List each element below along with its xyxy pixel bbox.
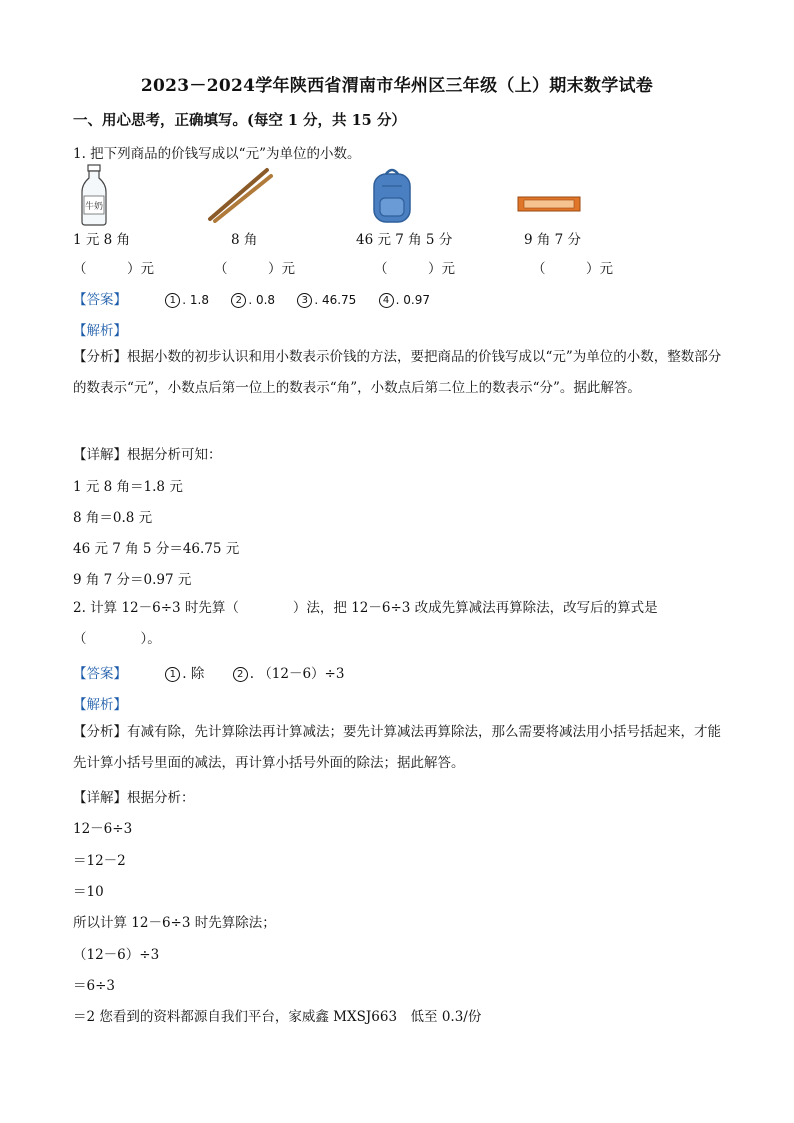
analysis-tag: 【解析】 — [73, 697, 127, 713]
product-price-3: 46 元 7 角 5 分 — [356, 232, 453, 248]
question-2-stem: 2. 计算 12－6÷3 时先算（ ）法，把 12－6÷3 改成先算减法再算除法，改写后的算式是（ ）。 — [73, 600, 658, 647]
answer-item: 1 . 除 — [165, 662, 204, 682]
answer-blank-3[interactable]: （ ）元 — [374, 261, 455, 277]
product-price-1: 1 元 8 角 — [73, 232, 131, 248]
detail-label: 【详解】 — [73, 790, 127, 806]
answer-blank-4[interactable]: （ ）元 — [532, 261, 613, 277]
solution-line: ＝6÷3 — [73, 978, 115, 994]
milk-label: 牛奶 — [84, 202, 104, 212]
solution-line: （12－6）÷3 — [73, 947, 160, 963]
answer-blank-1[interactable]: （ ）元 — [73, 261, 154, 277]
answer-item: 2 . （12－6）÷3 — [233, 662, 345, 682]
product-price-4: 9 角 7 分 — [524, 232, 582, 248]
milk-bottle-icon — [78, 164, 110, 226]
solution-line: 46 元 7 角 5 分＝46.75 元 — [73, 541, 240, 557]
analysis-label: 【分析】 — [73, 724, 127, 740]
solution-line: 8 角＝0.8 元 — [73, 510, 153, 526]
page-title: 2023－2024学年陕西省渭南市华州区三年级（上）期末数学试卷 — [140, 76, 654, 96]
solution-line: 9 角 7 分＝0.97 元 — [73, 572, 192, 588]
question-1-stem: 1. 把下列商品的价钱写成以“元”为单位的小数。 — [73, 146, 361, 162]
analysis-text: 根据小数的初步认识和用小数表示价钱的方法，要把商品的价钱写成以“元”为单位的小数，整数部分的数表示“元”，小数点后第一位上的数表示“角”，小数点后第二位上的数表示“分”。据此解答。 — [73, 349, 722, 396]
answer-tag: 【答案】 — [73, 666, 127, 682]
answer-item: 1 . 1.8 — [165, 292, 209, 308]
answer-item: 2 . 0.8 — [231, 292, 275, 308]
answer-blank-2[interactable]: （ ）元 — [214, 261, 295, 277]
solution-line: ＝10 — [73, 884, 104, 900]
analysis-paragraph — [73, 342, 723, 404]
detail-line: 【详解】根据分析： — [73, 790, 195, 806]
backpack-icon — [368, 166, 416, 226]
chopsticks-icon — [205, 167, 273, 223]
analysis-label: 【分析】 — [73, 349, 127, 365]
solution-line: ＝2 您看到的资料都源自我们平台，家威鑫 MXSJ663 低至 0.3/份 — [73, 1009, 482, 1025]
solution-line: 1 元 8 角＝1.8 元 — [73, 479, 183, 495]
detail-label: 【详解】 — [73, 447, 127, 463]
answer-row-2 — [73, 662, 362, 682]
answer-item: 3 . 46.75 — [297, 292, 356, 308]
answer-item: 4 . 0.97 — [379, 292, 430, 308]
answer-tag: 【答案】 — [73, 292, 127, 308]
product-price-2: 8 角 — [231, 232, 258, 248]
answer-row-1 — [73, 288, 448, 308]
solution-line: ＝12－2 — [73, 853, 126, 869]
analysis-paragraph — [73, 717, 723, 779]
solution-line: 12－6÷3 — [73, 821, 133, 837]
analysis-text: 有减有除，先计算除法再计算减法；要先计算减法再算除法，那么需要将减法用小括号括起来，才能先计算小括号里面的减法，再计算小括号外面的除法；据此解答。 — [73, 724, 721, 771]
analysis-tag: 【解析】 — [73, 323, 127, 339]
section-heading: 一、用心思考，正确填写。(每空 1 分，共 15 分） — [73, 112, 406, 129]
solution-line: 所以计算 12－6÷3 时先算除法； — [73, 915, 276, 931]
detail-line: 【详解】根据分析可知： — [73, 447, 222, 463]
ruler-icon — [516, 194, 584, 214]
